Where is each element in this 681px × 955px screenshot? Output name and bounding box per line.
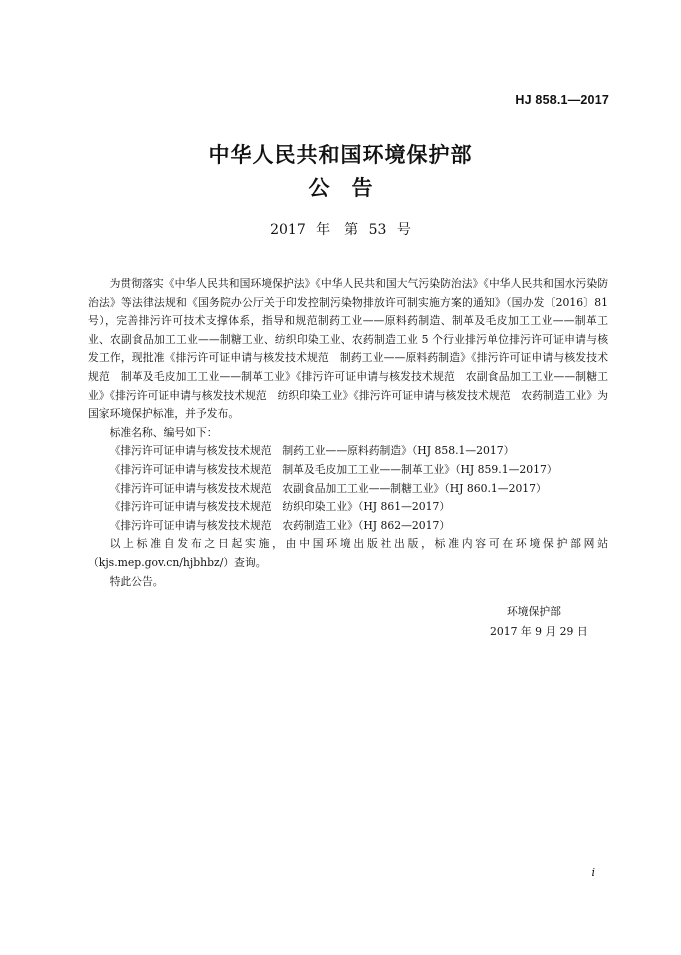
signature-organization: 环境保护部 [507,605,561,618]
page-subtitle: 公告 [308,176,395,200]
signature-block [480,602,610,642]
page-title: 中华人民共和国环境保护部 [208,143,473,167]
issue-number: 2017 年 第 53 号 [270,222,411,238]
intro-paragraph: 为贯彻落实《中华人民共和国环境保护法》《中华人民共和国大气污染防治法》《中华人民共和国水污染防治法》等法律法规和《国务院办公厅关于印发控制污染物排放许可制实施方案的通知》（国办发〔2016〕81 号），完善排污许可技术支撑体系，指导和规范制药工业——原料药制造、制革及毛皮加工工业——制革工业、农副食品加工工业——制糖工业、纺织印染工业、农药制造工业 5 个行业排污单位排污许可证申请与核发工作，现批准《排污许可证申请与核发技术规范 制药工业——原料药制造》《排污许可证申请与核发技术规范 制革及毛皮加工工业——制革工业》《排污许可证申请与核发技术规范 农副食品加工工业——制糖工业》《排污许可证申请与核发技术规范 纺织印染工业》《排污许可证申请与核发技术规范 农药制造工业》为国家环境保护标准，并予发布。 [88,277,608,421]
closing-line: 特此公告。 [109,574,164,588]
implementation-paragraph: 以上标准自发布之日起实施，由中国环境出版社出版，标准内容可在环境保护部网站（kjs.mep.gov.cn/hjbhbz/）查询。 [88,537,608,569]
standard-item: 《排污许可证申请与核发技术规范 制革及毛皮加工工业——制革工业》（HJ 859.1—2017） [109,462,558,476]
announcement-body [88,275,608,591]
list-heading: 标准名称、编号如下： [109,425,218,439]
standard-item: 《排污许可证申请与核发技术规范 制药工业——原料药制造》（HJ 858.1—2017） [109,444,515,458]
standard-code: HJ 858.1—2017 [515,93,609,107]
page-number: i [591,866,595,879]
standard-item: 《排污许可证申请与核发技术规范 农药制造工业》（HJ 862—2017） [109,518,451,532]
standard-item: 《排污许可证申请与核发技术规范 纺织印染工业》（HJ 861—2017） [109,500,451,514]
signature-date: 2017 年 9 月 29 日 [490,625,588,638]
standard-item: 《排污许可证申请与核发技术规范 农副食品加工工业——制糖工业》（HJ 860.1—2017） [109,481,547,495]
